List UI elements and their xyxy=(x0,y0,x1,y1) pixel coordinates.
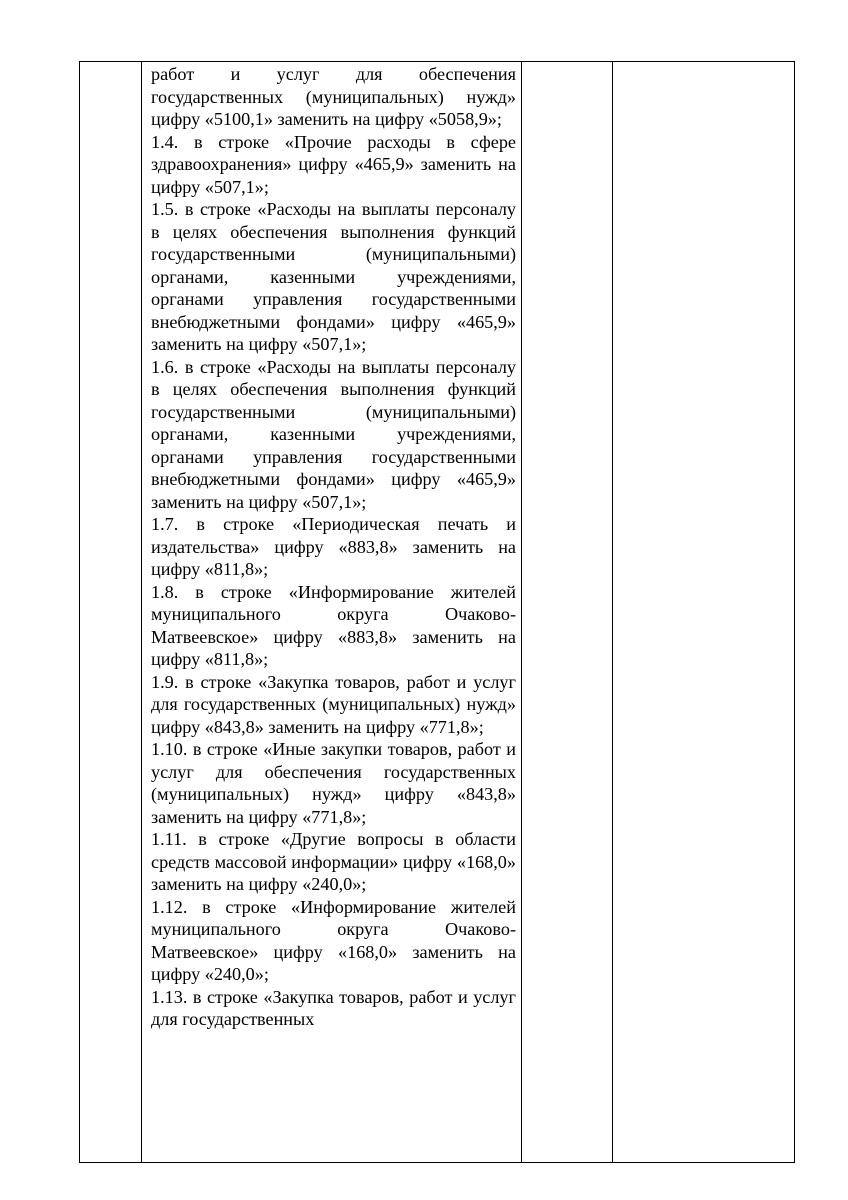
empty-cell xyxy=(613,62,795,1163)
paragraph-1-13: 1.13. в строке «Закупка товаров, работ и услуг для государственных xyxy=(151,986,516,1029)
text-cell xyxy=(142,62,522,1163)
paragraph-1-5: 1.5. в строке «Расходы на выплаты персоналу в целях обеспечения выполнения функций государственными (муниципальными) органами, казенными учреждениями, органами управления государственными внебюджетными фондами» цифру «465,9» заменить на цифру «507,1»; xyxy=(151,199,516,354)
table-row xyxy=(80,62,795,1163)
paragraph-continuation: работ и услуг для обеспечения государственных (муниципальных) нужд» цифру «5100,1» заменить на цифру «5058,9»; xyxy=(151,64,516,129)
paragraph-1-10: 1.10. в строке «Иные закупки товаров, работ и услуг для обеспечения государственных (муниципальных) нужд» цифру «843,8» заменить на цифру «771,8»; xyxy=(151,739,516,827)
empty-cell xyxy=(522,62,613,1163)
number-cell xyxy=(80,62,142,1163)
paragraph-1-11: 1.11. в строке «Другие вопросы в области средств массовой информации» цифру «168,0» заменить на цифру «240,0»; xyxy=(151,829,516,894)
paragraph-1-8: 1.8. в строке «Информирование жителей муниципального округа Очаково-Матвеевское» цифру «883,8» заменить на цифру «811,8»; xyxy=(151,581,516,669)
paragraph-1-7: 1.7. в строке «Периодическая печать и издательства» цифру «883,8» заменить на цифру «811,8»; xyxy=(151,514,516,579)
document-table xyxy=(79,61,795,1163)
paragraph-1-4: 1.4. в строке «Прочие расходы в сфере здравоохранения» цифру «465,9» заменить на цифру «507,1»; xyxy=(151,131,516,197)
amendment-text xyxy=(142,62,521,1031)
paragraph-1-6: 1.6. в строке «Расходы на выплаты персоналу в целях обеспечения выполнения функций государственными (муниципальными) органами, казенными учреждениями, органами управления государственными внебюджетными фондами» цифру «465,9» заменить на цифру «507,1»; xyxy=(151,356,516,512)
paragraph-1-12: 1.12. в строке «Информирование жителей муниципального округа Очаково-Матвеевское» цифру «168,0» заменить на цифру «240,0»; xyxy=(151,896,516,984)
paragraph-1-9: 1.9. в строке «Закупка товаров, работ и услуг для государственных (муниципальных) нужд» цифру «843,8» заменить на цифру «771,8»; xyxy=(151,671,516,737)
